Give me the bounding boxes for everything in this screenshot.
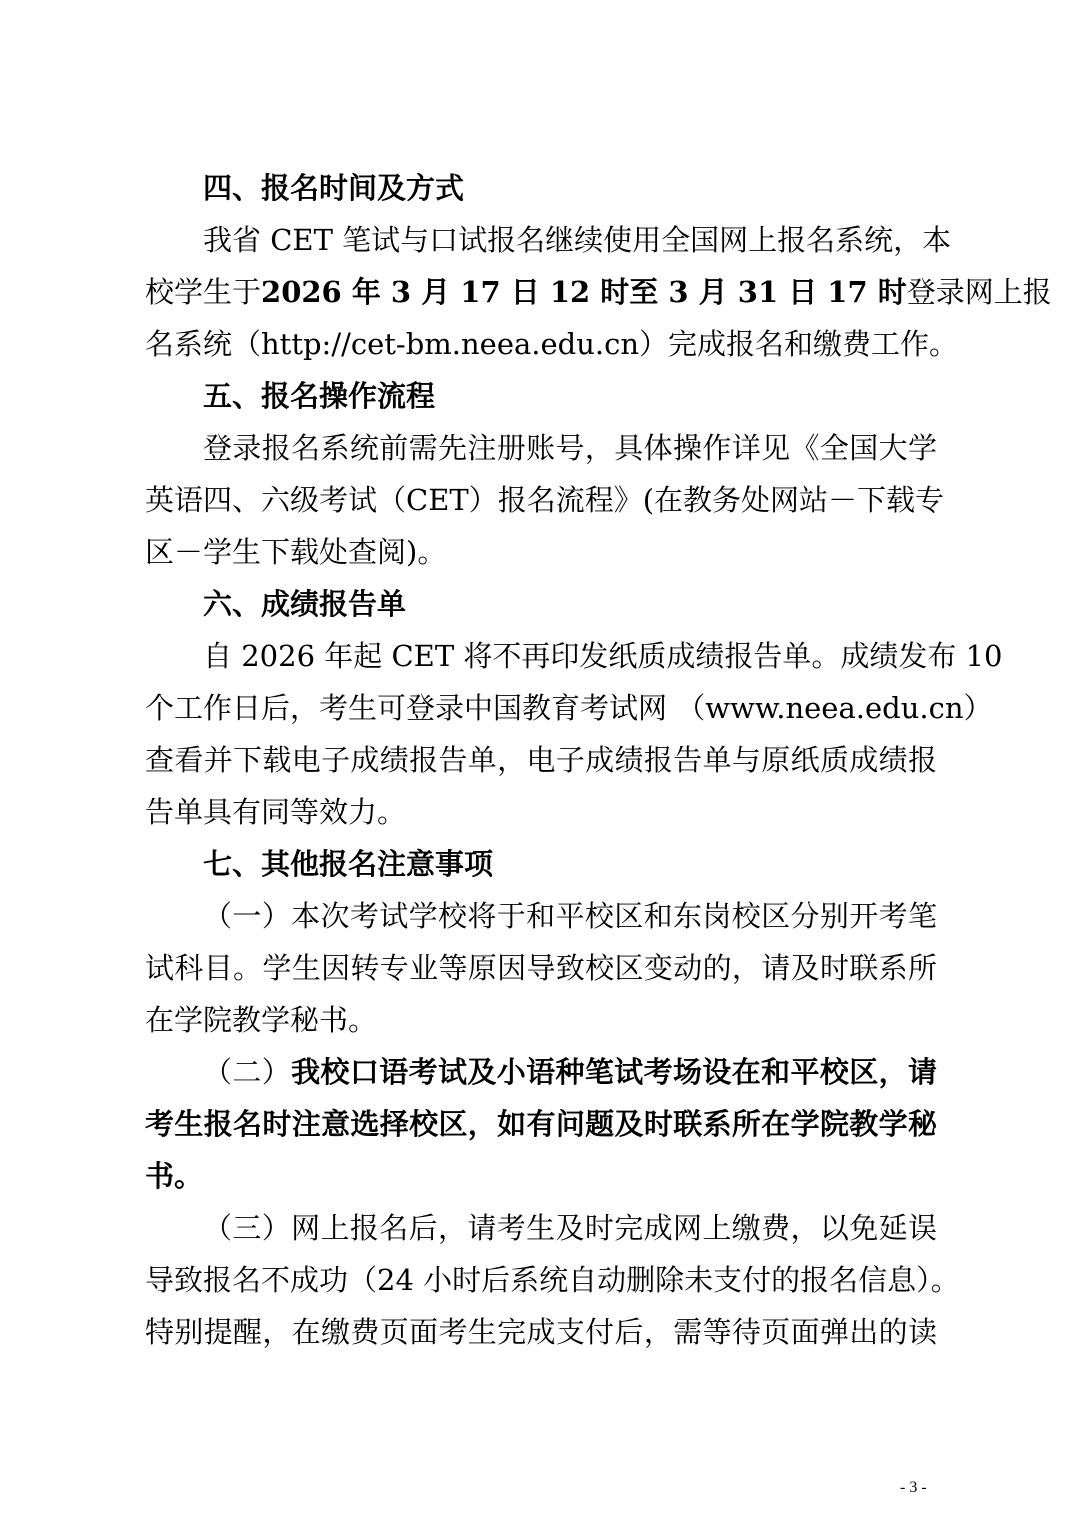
- paragraph-line: 登录报名系统前需先注册账号，具体操作详见《全国大学: [203, 431, 937, 465]
- paragraph-line: 自 2026 年起 CET 将不再印发纸质成绩报告单。成绩发布 10: [203, 639, 1003, 673]
- paragraph-line-bold: 书。: [145, 1159, 204, 1193]
- paragraph-line: 在学院教学秘书。: [145, 1003, 378, 1037]
- paragraph-line: 个工作日后，考生可登录中国教育考试网 （www.neea.edu.cn）: [145, 691, 993, 725]
- paragraph-line: 名系统（http://cet-bm.neea.edu.cn）完成报名和缴费工作。: [145, 327, 959, 361]
- paragraph-line: 英语四、六级考试（CET）报名流程》(在教务处网站－下载专: [145, 483, 945, 517]
- section-4-paragraph: [145, 214, 1052, 370]
- document-page: [145, 162, 1052, 1358]
- paragraph-line-bold: 考生报名时注意选择校区，如有问题及时联系所在学院教学秘: [145, 1107, 937, 1141]
- section-6-paragraph: [145, 630, 1003, 838]
- paragraph-text: 登录网上报: [906, 275, 1052, 309]
- section-heading-6: 六、成绩报告单: [203, 587, 407, 621]
- paragraph-line: 区－学生下载处查阅)。: [145, 535, 447, 569]
- campus-notice-bold: 我校口语考试及小语种笔试考场设在和平校区，请: [291, 1055, 937, 1089]
- paragraph-line: [145, 266, 1052, 318]
- paragraph-line: （一）本次考试学校将于和平校区和东岗校区分别开考笔: [203, 899, 937, 933]
- section-heading-7: 七、其他报名注意事项: [203, 847, 494, 881]
- paragraph-line: 导致报名不成功（24 小时后系统自动删除未支付的报名信息）。: [145, 1263, 960, 1297]
- paragraph-line: [145, 1046, 937, 1098]
- paragraph-line: （三）网上报名后，请考生及时完成网上缴费，以免延误: [203, 1211, 937, 1245]
- registration-dates-bold: 2026 年 3 月 17 日 12 时至 3 月 31 日 17 时: [261, 275, 907, 309]
- paragraph-line: 我省 CET 笔试与口试报名继续使用全国网上报名系统，本: [203, 223, 952, 257]
- paragraph-line: 试科目。学生因转专业等原因导致校区变动的，请及时联系所: [145, 951, 937, 985]
- paragraph-line: 告单具有同等效力。: [145, 795, 407, 829]
- section-5-paragraph: [145, 422, 945, 578]
- paragraph-line: 特别提醒，在缴费页面考生完成支付后，需等待页面弹出的读: [145, 1315, 937, 1349]
- page-number: - 3 -: [900, 1479, 927, 1496]
- item-number: （二）: [203, 1055, 292, 1089]
- section-heading-4: 四、报名时间及方式: [203, 171, 465, 205]
- section-7-item-2: [145, 1046, 937, 1202]
- section-7-item-1: [145, 890, 937, 1046]
- paragraph-line: 查看并下载电子成绩报告单，电子成绩报告单与原纸质成绩报: [145, 743, 937, 777]
- section-7-item-3: [145, 1202, 960, 1358]
- section-heading-5: 五、报名操作流程: [203, 379, 436, 413]
- paragraph-text: 校学生于: [145, 275, 262, 309]
